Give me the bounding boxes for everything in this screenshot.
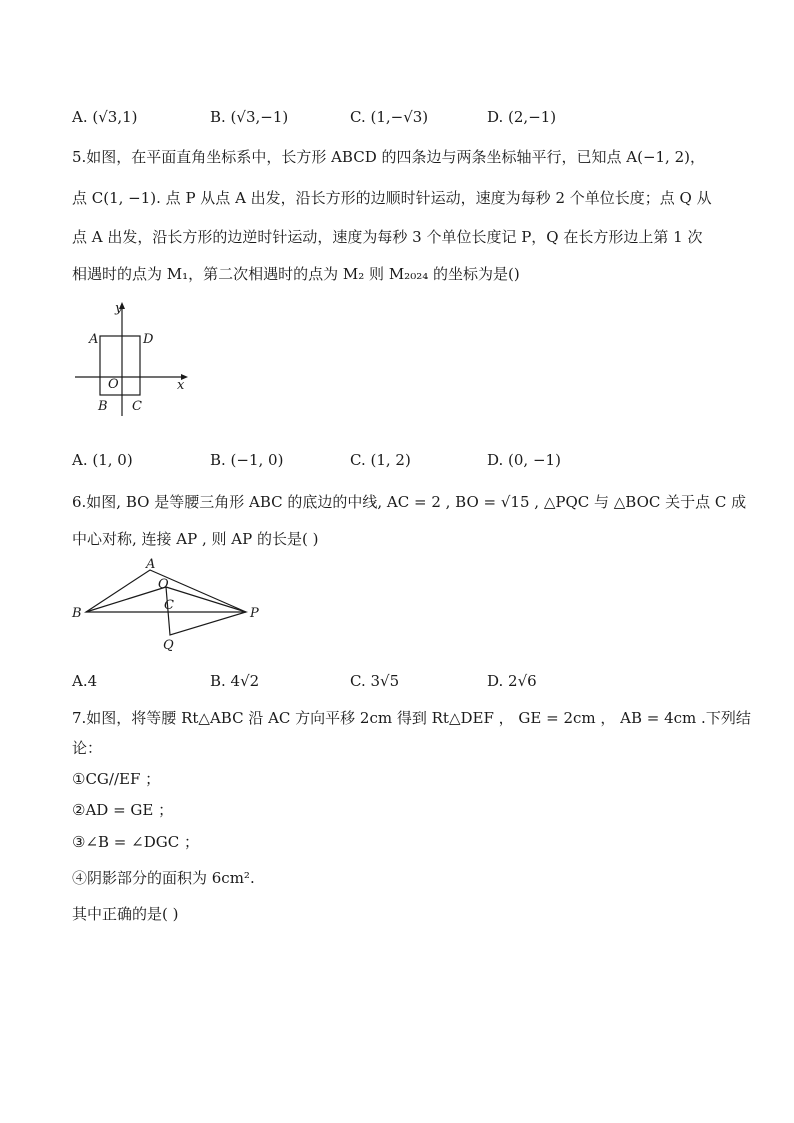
q6-option-d[interactable]: D. 2√6 [487,672,537,690]
rectangle-abcd [100,336,140,395]
q7-conclusion-4: ④阴影部分的面积为 6cm². [72,869,255,887]
label-a: A [89,332,99,347]
q4-option-c[interactable]: C. (1,−√3) [350,108,429,126]
q5-option-c[interactable]: C. (1, 2) [350,451,411,469]
q6-triangle-figure [66,555,276,655]
q5-coordinate-figure [70,298,200,418]
label-b: B [98,399,108,414]
q6-option-b[interactable]: B. 4√2 [210,672,260,690]
label-p: P [250,606,259,621]
q5-text-line-2: 点 C(1, −1). 点 P 从点 A 出发，沿长方形的边顺时针运动，速度为每秒 2 个单位长度；点 Q 从 [72,189,712,207]
q5-option-b[interactable]: B. (−1, 0) [210,451,284,469]
q4-option-d[interactable]: D. (2,−1) [487,108,557,126]
label-c: C [132,399,142,414]
segment-bo [86,587,166,612]
q7-conclusion-2: ②AD = GE ； [72,801,174,819]
q6-text-line-1: 6.如图, BO 是等腰三角形 ABC 的底边的中线, AC = 2 , BO = √15 , △PQC 与 △BOC 关于点 C 成 [72,493,747,511]
q4-option-a[interactable]: A. (√3,1) [72,108,138,126]
label-o: O [108,377,119,392]
q7-conclusion-1: ①CG//EF ； [72,770,161,788]
q4-option-b[interactable]: B. (√3,−1) [210,108,289,126]
q5-text-line-3: 点 A 出发，沿长方形的边逆时针运动，速度为每秒 3 个单位长度记 P，Q 在长方形边上第 1 次 [72,228,703,246]
q7-text-line-2: 论： [72,739,103,757]
label-o: O [158,577,169,592]
label-b: B [72,606,82,621]
q7-conclusion-3: ③∠B = ∠DGC ； [72,833,199,851]
q6-text-line-2: 中心对称, 连接 AP , 则 AP 的长是( ) [72,530,319,548]
label-d: D [143,332,154,347]
label-c: C [164,598,174,613]
label-a: A [146,557,156,572]
q7-text-line-1: 7.如图，将等腰 Rt△ABC 沿 AC 方向平移 2cm 得到 Rt△DEF ， GE = 2cm ， AB = 4cm .下列结 [72,709,751,727]
q7-question: 其中正确的是( ) [72,905,179,923]
q5-text-line-4: 相遇时的点为 M₁，第二次相遇时的点为 M₂ 则 M₂₀₂₄ 的坐标为是() [72,265,520,283]
label-y: y [115,301,123,316]
q6-option-a[interactable]: A.4 [72,672,98,690]
q5-option-d[interactable]: D. (0, −1) [487,451,561,469]
q5-option-a[interactable]: A. (1, 0) [72,451,133,469]
label-x: x [177,378,185,393]
label-q: Q [163,638,174,653]
q5-text-line-1: 5.如图，在平面直角坐标系中，长方形 ABCD 的四条边与两条坐标轴平行，已知点 A(−1, 2)， [72,148,705,166]
q6-option-c[interactable]: C. 3√5 [350,672,400,690]
